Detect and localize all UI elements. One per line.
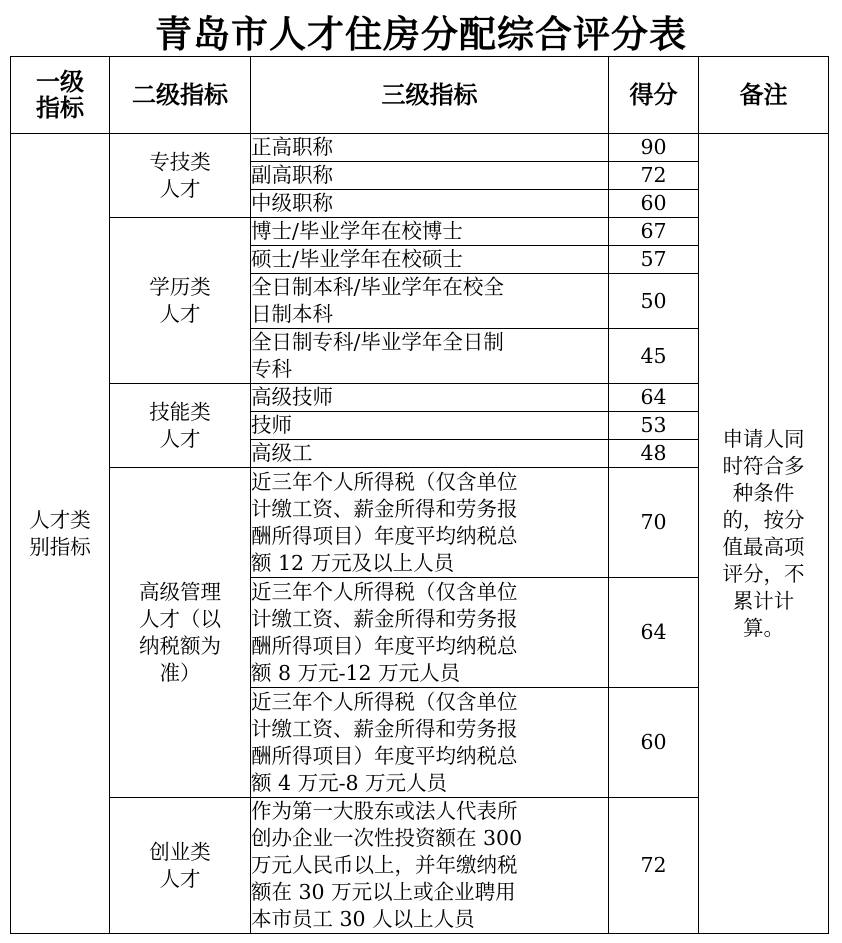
group-education: 学历类 人才 xyxy=(110,218,251,384)
item-cell: 高级工 xyxy=(251,440,609,468)
item-cell: 近三年个人所得税（仅含单位 计缴工资、薪金所得和劳务报 酬所得项目）年度平均纳税总 额 4 万元-8 万元人员 xyxy=(251,688,609,798)
score-cell: 70 xyxy=(609,468,699,578)
score-table xyxy=(10,56,829,934)
item-cell: 副高职称 xyxy=(251,162,609,190)
score-cell: 67 xyxy=(609,218,699,246)
note-cell: 申请人同 时符合多 种条件 的，按分 值最高项 评分，不 累计计 算。 xyxy=(699,134,829,934)
item-cell: 全日制专科/毕业学年全日制 专科 xyxy=(251,329,609,384)
score-cell: 60 xyxy=(609,190,699,218)
header-level2: 二级指标 xyxy=(110,57,251,134)
score-cell: 60 xyxy=(609,688,699,798)
item-cell: 硕士/毕业学年在校硕士 xyxy=(251,246,609,274)
item-cell: 高级技师 xyxy=(251,384,609,412)
score-cell: 64 xyxy=(609,578,699,688)
score-cell: 64 xyxy=(609,384,699,412)
score-cell: 48 xyxy=(609,440,699,468)
item-cell: 中级职称 xyxy=(251,190,609,218)
header-row xyxy=(11,57,829,134)
score-cell: 90 xyxy=(609,134,699,162)
item-cell: 近三年个人所得税（仅含单位 计缴工资、薪金所得和劳务报 酬所得项目）年度平均纳税总 额 12 万元及以上人员 xyxy=(251,468,609,578)
item-cell: 技师 xyxy=(251,412,609,440)
header-note: 备注 xyxy=(699,57,829,134)
header-level1: 一级 指标 xyxy=(11,57,110,134)
score-cell: 57 xyxy=(609,246,699,274)
score-cell: 53 xyxy=(609,412,699,440)
item-cell: 正高职称 xyxy=(251,134,609,162)
page-title: 青岛市人才住房分配综合评分表 xyxy=(155,13,687,56)
group-professional: 专技类 人才 xyxy=(110,134,251,218)
group-management: 高级管理 人才（以 纳税额为 准） xyxy=(110,468,251,798)
group-entrepreneur: 创业类 人才 xyxy=(110,798,251,934)
item-cell: 作为第一大股东或法人代表所 创办企业一次性投资额在 300 万元人民币以上，并年缴纳税 额在 30 万元以上或企业聘用 本市员工 30 人以上人员 xyxy=(251,798,609,934)
header-level3: 三级指标 xyxy=(251,57,609,134)
score-cell: 72 xyxy=(609,162,699,190)
score-cell: 50 xyxy=(609,274,699,329)
table-row xyxy=(11,134,829,162)
item-cell: 博士/毕业学年在校博士 xyxy=(251,218,609,246)
header-score: 得分 xyxy=(609,57,699,134)
score-cell: 72 xyxy=(609,798,699,934)
group-skills: 技能类 人才 xyxy=(110,384,251,468)
item-cell: 近三年个人所得税（仅含单位 计缴工资、薪金所得和劳务报 酬所得项目）年度平均纳税总 额 8 万元-12 万元人员 xyxy=(251,578,609,688)
item-cell: 全日制本科/毕业学年在校全 日制本科 xyxy=(251,274,609,329)
score-cell: 45 xyxy=(609,329,699,384)
level1-cell: 人才类 别指标 xyxy=(11,134,110,934)
